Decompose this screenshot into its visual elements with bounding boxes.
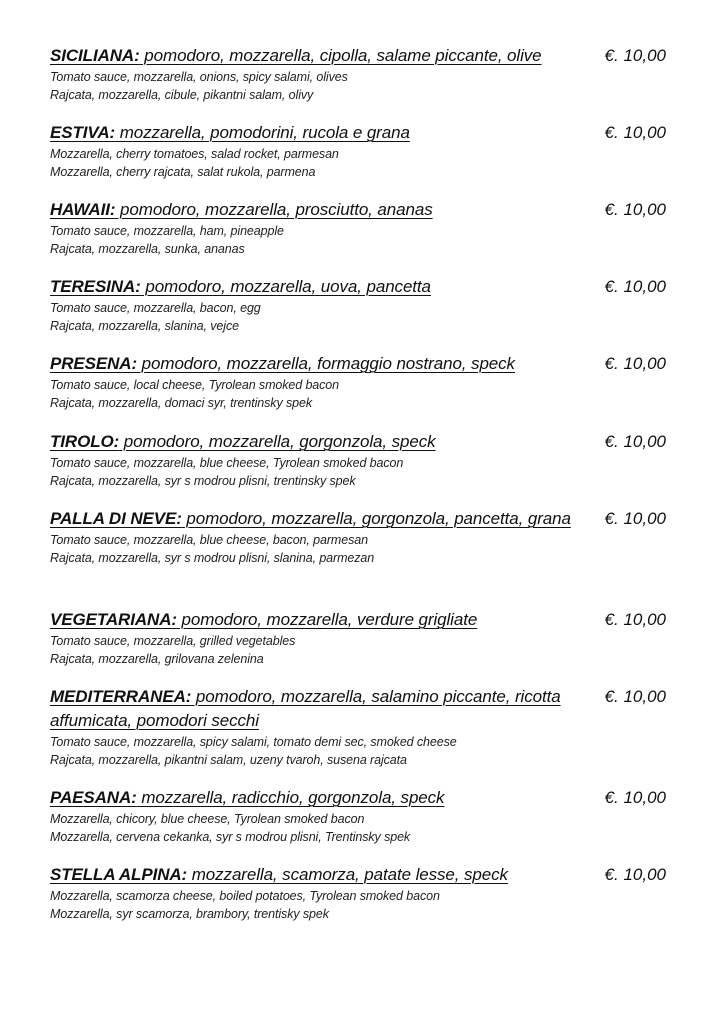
menu-item-presena — [50, 352, 670, 412]
item-czech-desc: Mozzarella, cherry rajcata, salat rukola, parmena — [50, 165, 316, 179]
menu-item-stella-alpina — [50, 863, 670, 923]
item-ingredients: pomodoro, mozzarella, prosciutto, ananas — [115, 200, 433, 219]
item-english-desc: Tomato sauce, mozzarella, ham, pineapple — [50, 224, 284, 238]
item-ingredients: pomodoro, mozzarella, verdure grigliate — [176, 610, 478, 629]
item-name: PAESANA: — [50, 788, 137, 807]
item-price: €. 10,00 — [604, 432, 666, 451]
item-english-desc: Mozzarella, chicory, blue cheese, Tyrolean smoked bacon — [50, 812, 365, 826]
item-price: €. 10,00 — [604, 788, 666, 807]
item-title-row — [50, 352, 670, 376]
item-english-desc: Mozzarella, scamorza cheese, boiled potatoes, Tyrolean smoked bacon — [50, 889, 440, 903]
item-title — [50, 610, 477, 629]
item-english-desc: Tomato sauce, mozzarella, onions, spicy salami, olives — [50, 70, 348, 84]
item-title-row — [50, 786, 670, 810]
menu-item-palla-di-neve — [50, 507, 670, 567]
item-price: €. 10,00 — [604, 277, 666, 296]
menu-item-vegetariana — [50, 608, 670, 668]
item-name: STELLA ALPINA: — [50, 865, 188, 884]
item-title — [50, 200, 433, 219]
item-czech-desc: Rajcata, mozzarella, syr s modrou plisni, trentinsky spek — [50, 474, 356, 488]
item-title-row — [50, 863, 670, 887]
item-name: MEDITERRANEA: — [50, 687, 192, 706]
item-ingredients: mozzarella, scamorza, patate lesse, speck — [187, 865, 508, 884]
item-title — [50, 865, 508, 884]
item-price: €. 10,00 — [604, 46, 666, 65]
item-title — [50, 354, 515, 373]
item-ingredients: mozzarella, radicchio, gorgonzola, speck — [136, 788, 445, 807]
item-czech-desc: Mozzarella, cervena cekanka, syr s modrou plisni, Trentinsky spek — [50, 830, 411, 844]
item-name: TERESINA: — [50, 277, 141, 296]
item-title — [50, 788, 444, 807]
item-title — [50, 687, 561, 730]
item-price: €. 10,00 — [604, 865, 666, 884]
item-english-desc: Tomato sauce, mozzarella, bacon, egg — [50, 301, 261, 315]
item-czech-desc: Mozzarella, syr scamorza, brambory, trentisky spek — [50, 907, 329, 921]
item-czech-desc: Rajcata, mozzarella, sunka, ananas — [50, 242, 245, 256]
item-english-desc: Mozzarella, cherry tomatoes, salad rocket, parmesan — [50, 147, 339, 161]
item-ingredients: mozzarella, pomodorini, rucola e grana — [115, 123, 410, 142]
menu-item-teresina — [50, 275, 670, 335]
item-price: €. 10,00 — [604, 610, 666, 629]
item-title-row — [50, 44, 670, 68]
item-english-desc: Tomato sauce, local cheese, Tyrolean smoked bacon — [50, 378, 340, 392]
item-czech-desc: Rajcata, mozzarella, syr s modrou plisni, slanina, parmezan — [50, 551, 375, 565]
item-english-desc: Tomato sauce, mozzarella, blue cheese, Tyrolean smoked bacon — [50, 456, 404, 470]
item-price: €. 10,00 — [604, 123, 666, 142]
item-price: €. 10,00 — [604, 687, 666, 706]
item-title-row — [50, 275, 670, 299]
item-title-row — [50, 121, 670, 145]
item-price: €. 10,00 — [604, 354, 666, 373]
item-price: €. 10,00 — [604, 200, 666, 219]
item-title — [50, 509, 571, 528]
item-ingredients: pomodoro, mozzarella, uova, pancetta — [140, 277, 431, 296]
item-title — [50, 123, 410, 142]
item-title-row — [50, 608, 670, 632]
item-title-row — [50, 430, 670, 454]
menu-item-estiva — [50, 121, 670, 181]
menu-item-hawaii — [50, 198, 670, 258]
item-name: SICILIANA: — [50, 46, 140, 65]
item-ingredients: pomodoro, mozzarella, formaggio nostrano, speck — [137, 354, 515, 373]
menu-item-siciliana — [50, 44, 670, 104]
item-name: HAWAII: — [50, 200, 116, 219]
item-title — [50, 46, 542, 65]
item-czech-desc: Rajcata, mozzarella, domaci syr, trentinsky spek — [50, 396, 312, 410]
menu-item-mediterranea — [50, 685, 670, 769]
item-name: ESTIVA: — [50, 123, 116, 142]
item-name: VEGETARIANA: — [50, 610, 177, 629]
item-title — [50, 277, 431, 296]
item-title-row — [50, 507, 670, 531]
menu-item-paesana — [50, 786, 670, 846]
menu-item-tirolo — [50, 430, 670, 490]
item-name: PALLA DI NEVE: — [50, 509, 182, 528]
item-title-row — [50, 198, 670, 222]
item-czech-desc: Rajcata, mozzarella, pikantni salam, uzeny tvaroh, susena rajcata — [50, 753, 407, 767]
item-ingredients: pomodoro, mozzarella, salamino piccante, ricotta affumicata, pomodori secchi — [50, 687, 561, 730]
item-czech-desc: Rajcata, mozzarella, cibule, pikantni salam, olivy — [50, 88, 314, 102]
item-english-desc: Tomato sauce, mozzarella, blue cheese, bacon, parmesan — [50, 533, 368, 547]
item-ingredients: pomodoro, mozzarella, gorgonzola, speck — [119, 432, 436, 451]
item-title-row — [50, 685, 670, 733]
item-english-desc: Tomato sauce, mozzarella, spicy salami, tomato demi sec, smoked cheese — [50, 735, 457, 749]
item-price: €. 10,00 — [604, 509, 666, 528]
item-czech-desc: Rajcata, mozzarella, slanina, vejce — [50, 319, 239, 333]
item-name: PRESENA: — [50, 354, 138, 373]
item-name: TIROLO: — [50, 432, 120, 451]
item-english-desc: Tomato sauce, mozzarella, grilled vegetables — [50, 634, 296, 648]
item-czech-desc: Rajcata, mozzarella, grilovana zelenina — [50, 652, 264, 666]
item-ingredients: pomodoro, mozzarella, cipolla, salame piccante, olive — [139, 46, 542, 65]
item-ingredients: pomodoro, mozzarella, gorgonzola, pancetta, grana — [181, 509, 571, 528]
item-title — [50, 432, 436, 451]
